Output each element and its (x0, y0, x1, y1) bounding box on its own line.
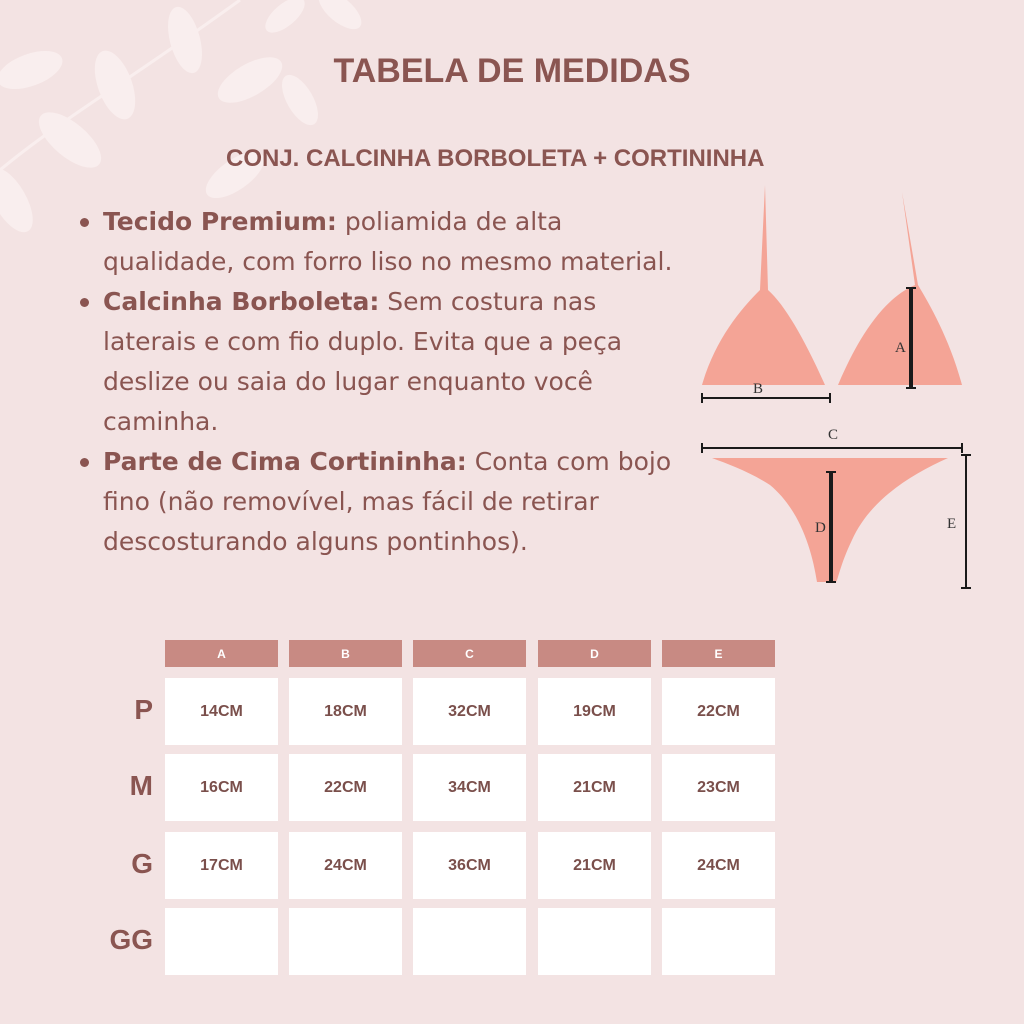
diagram-label-c: C (828, 427, 839, 443)
row-label-p: P (134, 694, 153, 725)
size-table (95, 640, 795, 980)
table-cell: 22CM (289, 754, 402, 821)
column-header-a: A (165, 640, 278, 667)
diagram-label-a: A (895, 340, 906, 356)
feature-label: Parte de Cima Cortininha: (103, 447, 467, 476)
row-label-g: G (131, 848, 153, 879)
table-cell: 32CM (413, 678, 526, 745)
table-cell: 23CM (662, 754, 775, 821)
column-header-b: B (289, 640, 402, 667)
diagram-label-e: E (947, 516, 957, 532)
feature-label: Tecido Premium: (103, 207, 337, 236)
table-cell (538, 908, 651, 975)
feature-text: poliamida de alta qualidade, com forro liso no mesmo material. (103, 207, 673, 276)
column-header-e: E (662, 640, 775, 667)
row-label-gg: GG (109, 924, 153, 955)
column-header-c: C (413, 640, 526, 667)
table-cell: 36CM (413, 832, 526, 899)
table-cell: 18CM (289, 678, 402, 745)
feature-text: Conta com bojo fino (não removível, mas fácil de retirar descosturando alguns pontinhos). (103, 447, 672, 556)
page-title: TABELA DE MEDIDAS (333, 52, 691, 90)
column-header-d: D (538, 640, 651, 667)
table-cell (165, 908, 278, 975)
feature-text: Sem costura nas laterais e com fio duplo. Evita que a peça deslize ou saia do lugar enquanto você caminha. (103, 287, 623, 436)
table-cell: 14CM (165, 678, 278, 745)
diagram-label-d: D (815, 520, 826, 536)
feature-item-top (78, 442, 678, 562)
table-cell: 19CM (538, 678, 651, 745)
table-cell (413, 908, 526, 975)
table-cell: 34CM (413, 754, 526, 821)
table-cell: 17CM (165, 832, 278, 899)
product-subtitle: CONJ. CALCINHA BORBOLETA + CORTININHA (226, 145, 765, 172)
table-cell: 22CM (662, 678, 775, 745)
table-cell: 24CM (662, 832, 775, 899)
feature-label: Calcinha Borboleta: (103, 287, 380, 316)
table-cell (662, 908, 775, 975)
bikini-diagram (690, 180, 980, 600)
table-cell: 21CM (538, 832, 651, 899)
feature-item-bottom (78, 282, 678, 442)
row-label-m: M (129, 770, 153, 801)
table-cell: 16CM (165, 754, 278, 821)
diagram-label-b: B (753, 381, 764, 397)
feature-list (78, 202, 678, 562)
feature-item-fabric (78, 202, 678, 282)
table-cell (289, 908, 402, 975)
bikini-top-left-cup (702, 185, 825, 385)
table-cell: 21CM (538, 754, 651, 821)
bikini-top-right-cup (838, 192, 962, 385)
table-cell: 24CM (289, 832, 402, 899)
